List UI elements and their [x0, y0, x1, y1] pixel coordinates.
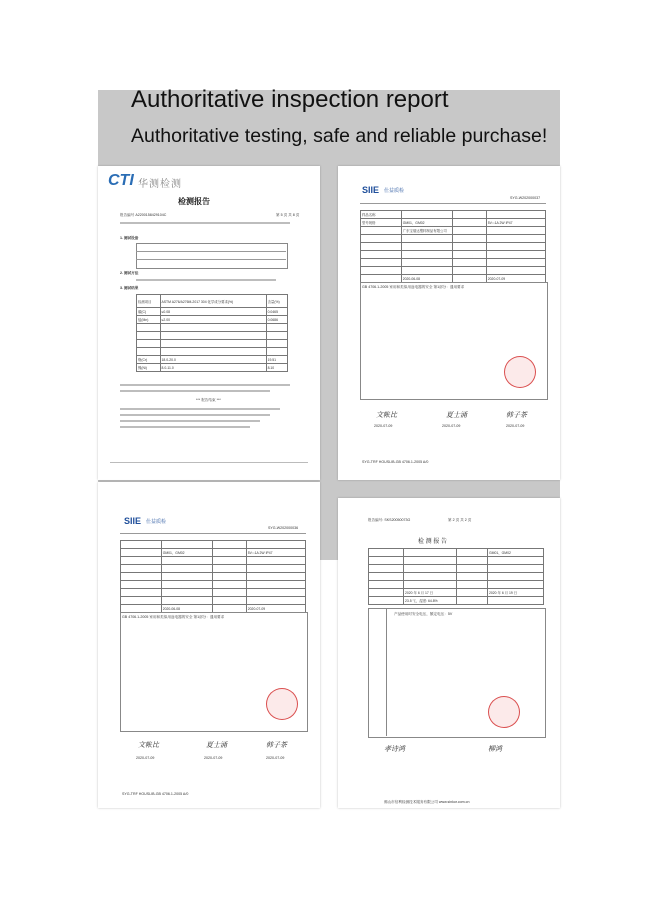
cell: GM01、GM02: [488, 549, 544, 557]
table-row: [137, 308, 288, 316]
company-website: 佛山市信利检测技术服务有限公司 www.sinkor.com.cn: [384, 800, 470, 804]
table-row: [121, 597, 306, 605]
cell: 8.0-11.0: [160, 364, 266, 372]
table-row: [369, 557, 544, 565]
signature-2: 柳鸿: [488, 745, 502, 753]
report-card-sinkor[interactable]: [338, 498, 560, 808]
table-row: [361, 219, 546, 227]
table-row: [369, 589, 544, 597]
page-title: Authoritative inspection report: [131, 86, 449, 113]
table-row: [361, 235, 546, 243]
info-table: [120, 540, 306, 613]
page-subtitle: Authoritative testing, safe and reliable purchase!: [131, 125, 548, 147]
report-number: SYG-W202000036: [268, 526, 299, 530]
cell: 8.10: [266, 364, 287, 372]
table-row: [121, 589, 306, 597]
signature-2: 夏士涌: [206, 741, 227, 749]
table-row: [121, 565, 306, 573]
table-row: [361, 227, 546, 235]
table-row: [137, 348, 288, 356]
sign-date-1: 2020-07-09: [374, 424, 393, 428]
section-results: 3. 测试结果: [120, 286, 139, 290]
signature-1: 文帐比: [138, 741, 159, 749]
table-row: [121, 549, 306, 557]
table-row: [137, 332, 288, 340]
standard-text: GB 4706.1-2005 家用和类似用途电器的安全 第1部分：通用要求: [362, 285, 465, 289]
siie-logo-cn: 仕益质检: [384, 188, 405, 194]
table-row: [137, 340, 288, 348]
sign-date-3: 2020-07-09: [266, 756, 285, 760]
sign-date-3: 2020-07-09: [506, 424, 525, 428]
signature-3: 韩子茶: [506, 411, 527, 419]
cell: 2020 年 6 月 19 日: [488, 589, 544, 597]
signature-3: 韩子茶: [266, 741, 287, 749]
end-note: *** 报告结束 ***: [196, 398, 221, 402]
official-stamp: [488, 696, 520, 728]
cell: 19.51: [266, 356, 287, 364]
report-number: SYG-W202000037: [510, 196, 541, 200]
header-result: 含量(%): [266, 295, 287, 308]
table-row: [137, 324, 288, 332]
cell: 镍(Ni): [137, 364, 161, 372]
cell: 型号规格: [361, 219, 402, 227]
table-row: [361, 243, 546, 251]
official-stamp: [266, 688, 298, 720]
table-row: [361, 267, 546, 275]
cell: 2020 年 6 月 17 日: [404, 589, 457, 597]
table-row: [137, 364, 288, 372]
header-item: 检测项目: [137, 295, 161, 308]
cell: 碳(C): [137, 308, 161, 316]
report-number: 报告编号 A2200158429104C: [120, 213, 167, 217]
cell: 2020-06-08: [401, 275, 453, 283]
report-number: 报告编号: SKS20050073G: [368, 518, 411, 522]
cell: 广东宝瑞达塑料制品有限公司: [401, 227, 453, 235]
cti-logo: CTI: [108, 172, 134, 189]
cell: 2020-06-08: [161, 605, 213, 613]
footer-code: SYG-TRF HOUSLIB-GB 4706.1-2005 A/0: [122, 792, 189, 796]
cti-logo-cn: 华测检测: [138, 179, 182, 190]
signature-1: 文帐比: [376, 411, 397, 419]
sign-date-2: 2020-07-09: [442, 424, 461, 428]
table-row: [369, 549, 544, 557]
cell: 5V⎓1A 2W IP47: [246, 549, 305, 557]
header-limit: ASTM A276/A276M-2017 304 化学成分要求(%): [160, 295, 266, 308]
sign-date-1: 2020-07-09: [136, 756, 155, 760]
cell: GM01、GM02: [401, 219, 453, 227]
cell: 5V⎓1A 2W IP47: [486, 219, 545, 227]
official-stamp: [504, 356, 536, 388]
table-row: [137, 356, 288, 364]
sign-date-2: 2020-07-09: [204, 756, 223, 760]
table-row: [361, 259, 546, 267]
table-row: [369, 581, 544, 589]
report-title: 检测报告: [178, 197, 210, 206]
cell: GM01、GM02: [161, 549, 213, 557]
info-table: [360, 210, 546, 283]
siie-logo-cn: 仕益质检: [146, 519, 167, 525]
cell: 2020-07-09: [246, 605, 305, 613]
siie-logo: SIIE: [362, 185, 380, 195]
cell: 铬(Cr): [137, 356, 161, 364]
table-row: [369, 573, 544, 581]
table-row: [121, 557, 306, 565]
cell: 18.0-20.0: [160, 356, 266, 364]
cell: 样品名称: [361, 211, 402, 219]
page-number: 第 2 页 共 2 页: [448, 518, 472, 522]
signature-2: 夏士涌: [446, 411, 467, 419]
report-card-siie-1[interactable]: [338, 166, 560, 480]
results-table: [136, 294, 288, 372]
report-card-cti[interactable]: [98, 166, 320, 480]
cell: 23.5 ℃，湿度: 64.8%: [404, 597, 457, 605]
cell: ≤0.08: [160, 308, 266, 316]
cell: 0.0686: [266, 316, 287, 324]
siie-logo: SIIE: [124, 516, 142, 526]
footer-code: SYG-TRF HOUSLIB-GB 4706.1-2005 A/0: [362, 460, 429, 464]
cell: 2020-07-09: [486, 275, 545, 283]
standard-text: GB 4706.1-2005 家用和类似用途电器的安全 第1部分：通用要求: [122, 615, 225, 619]
signature-1: 孝诗鸿: [384, 745, 405, 753]
info-table: [368, 548, 544, 605]
table-header: [137, 295, 288, 308]
table-row: [369, 565, 544, 573]
table-row: [121, 581, 306, 589]
report-title: 检 测 报 告: [418, 539, 448, 545]
table-row: [121, 573, 306, 581]
table-row: [369, 597, 544, 605]
conclusion-text: 产品使用时安全电压，额定电压：5V: [394, 612, 453, 616]
section-method: 2. 测试方法: [120, 271, 139, 275]
report-card-siie-2[interactable]: [98, 482, 320, 808]
table-row: [137, 316, 288, 324]
section-equipment: 1. 测试设备: [120, 236, 139, 240]
cell: 0.0465: [266, 308, 287, 316]
table-row: [361, 211, 546, 219]
table-row: [361, 251, 546, 259]
cell: 锰(Mn): [137, 316, 161, 324]
page-number: 第 5 页 共 8 页: [276, 213, 300, 217]
cell: ≤2.00: [160, 316, 266, 324]
table-row: [121, 541, 306, 549]
